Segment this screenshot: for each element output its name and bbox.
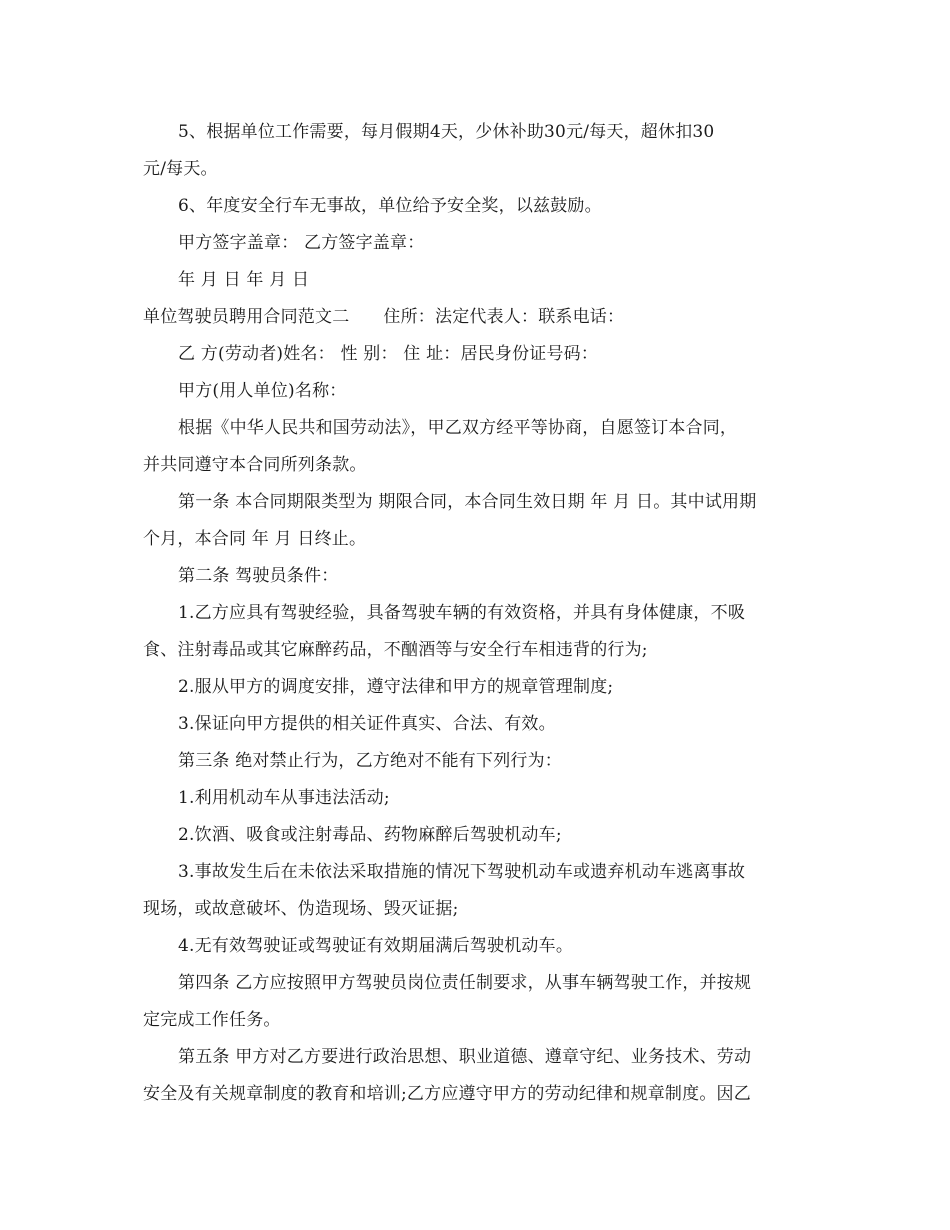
text-line: [143, 632, 811, 669]
line-text: 2.饮酒、吸食或注射毒品、药物麻醉后驾驶机动车;: [178, 825, 562, 845]
text-line: [143, 780, 811, 817]
line-text: 3.保证向甲方提供的相关证件真实、合法、有效。: [178, 714, 556, 734]
line-text: 年 月 日 年 月 日: [178, 270, 310, 290]
text-line: [143, 484, 811, 521]
text-line: [143, 114, 811, 151]
line-tail-text: 住所：法定代表人：联系电话：: [383, 307, 625, 327]
line-text: 食、注射毒品或其它麻醉药品，不酗酒等与安全行车相违背的行为;: [143, 640, 648, 660]
line-text: 甲方(用人单位)名称：: [178, 381, 347, 401]
line-text: 单位驾驶员聘用合同范文二: [143, 307, 350, 327]
line-text: 第三条 绝对禁止行为，乙方绝对不能有下列行为：: [178, 751, 563, 771]
text-line: [143, 151, 811, 188]
text-line: [143, 521, 811, 558]
line-text: 6、年度安全行车无事故，单位给予安全奖，以兹鼓励。: [178, 196, 602, 216]
line-text: 2.服从甲方的调度安排，遵守法律和甲方的规章管理制度;: [178, 677, 614, 697]
text-line: [143, 854, 811, 891]
text-line: [143, 928, 811, 965]
text-line: [143, 1002, 811, 1039]
text-line: [143, 1039, 811, 1076]
text-line: [143, 225, 811, 262]
text-line: [143, 410, 811, 447]
line-text: 1.利用机动车从事违法活动;: [178, 788, 390, 808]
text-line: [143, 447, 811, 484]
line-text: 第四条 乙方应按照甲方驾驶员岗位责任制要求，从事车辆驾驶工作，并按规: [178, 973, 752, 993]
line-text: 甲方签字盖章： 乙方签字盖章：: [178, 233, 425, 253]
text-line: [143, 373, 811, 410]
line-text: 第一条 本合同期限类型为 期限合同，本合同生效日期 年 月 日。其中试用期: [178, 492, 757, 512]
text-line: [143, 558, 811, 595]
text-line: [143, 743, 811, 780]
text-line: [143, 706, 811, 743]
line-text: 根据《中华人民共和国劳动法》，甲乙双方经平等协商，自愿签订本合同，: [178, 418, 738, 438]
text-line: [143, 595, 811, 632]
text-line: [143, 965, 811, 1002]
line-text: 定完成工作任务。: [143, 1010, 281, 1030]
text-line: [143, 262, 811, 299]
text-line: [143, 188, 811, 225]
text-line: [143, 817, 811, 854]
text-line: [143, 299, 811, 336]
line-text: 元/每天。: [143, 159, 218, 179]
text-line: [143, 669, 811, 706]
line-text: 5、根据单位工作需要，每月假期4天，少休补助30元/每天，超休扣30: [178, 122, 715, 142]
line-text: 现场，或故意破坏、伪造现场、毁灭证据;: [143, 899, 459, 919]
line-text: 4.无有效驾驶证或驾驶证有效期届满后驾驶机动车。: [178, 936, 574, 956]
text-line: [143, 891, 811, 928]
line-text: 安全及有关规章制度的教育和培训;乙方应遵守甲方的劳动纪律和规章制度。因乙: [143, 1084, 751, 1104]
line-text: 个月，本合同 年 月 日终止。: [143, 529, 367, 549]
line-text: 并共同遵守本合同所列条款。: [143, 455, 367, 475]
line-text: 第五条 甲方对乙方要进行政治思想、职业道德、遵章守纪、业务技术、劳动: [178, 1047, 752, 1067]
line-text: 1.乙方应具有驾驶经验，具备驾驶车辆的有效资格，并具有身体健康，不吸: [178, 603, 746, 623]
line-text: 乙 方(劳动者)姓名： 性 别： 住 址：居民身份证号码：: [178, 344, 599, 364]
line-text: 3.事故发生后在未依法采取措施的情况下驾驶机动车或遗弃机动车逃离事故: [178, 862, 746, 882]
line-text: 第二条 驾驶员条件：: [178, 566, 339, 586]
text-line: [143, 336, 811, 373]
document-page: [143, 114, 811, 1113]
text-line: [143, 1076, 811, 1113]
